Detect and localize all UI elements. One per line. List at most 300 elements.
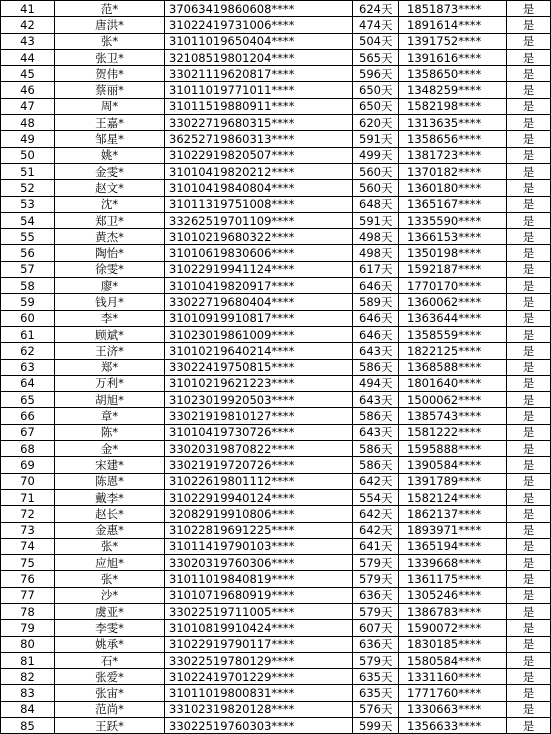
days-cell: 648天: [353, 196, 399, 212]
id-number-cell: 33021119620817****: [165, 66, 353, 82]
table-row: [1, 375, 551, 391]
table-row: [1, 147, 551, 163]
days-cell: 635天: [353, 685, 399, 701]
name-cell: 赵文*: [55, 180, 165, 196]
id-number-cell: 31010619830606****: [165, 245, 353, 261]
status-cell: 是: [507, 17, 551, 33]
id-number-cell: 32108519801204****: [165, 49, 353, 65]
status-cell: 是: [507, 310, 551, 326]
row-number: 79: [1, 620, 55, 636]
status-cell: 是: [507, 473, 551, 489]
status-cell: 是: [507, 587, 551, 603]
days-cell: 586天: [353, 359, 399, 375]
table-row: [1, 587, 551, 603]
table-row: [1, 1, 551, 17]
row-number: 67: [1, 424, 55, 440]
status-cell: 是: [507, 522, 551, 538]
table-row: [1, 66, 551, 82]
phone-cell: 1331160****: [399, 669, 507, 685]
row-number: 72: [1, 506, 55, 522]
name-cell: 应旭*: [55, 555, 165, 571]
phone-cell: 1391616****: [399, 49, 507, 65]
table-row: [1, 310, 551, 326]
days-cell: 624天: [353, 1, 399, 17]
table-row: [1, 115, 551, 131]
table-row: [1, 196, 551, 212]
status-cell: 是: [507, 98, 551, 114]
phone-cell: 1358559****: [399, 326, 507, 342]
table-row: [1, 180, 551, 196]
phone-cell: 1582198****: [399, 98, 507, 114]
days-cell: 643天: [353, 392, 399, 408]
name-cell: 钱月*: [55, 294, 165, 310]
status-cell: 是: [507, 1, 551, 17]
name-cell: 陈恩*: [55, 473, 165, 489]
row-number: 64: [1, 375, 55, 391]
table-row: [1, 620, 551, 636]
status-cell: 是: [507, 115, 551, 131]
days-cell: 560天: [353, 163, 399, 179]
status-cell: 是: [507, 424, 551, 440]
phone-cell: 1350198****: [399, 245, 507, 261]
table-row: [1, 408, 551, 424]
days-cell: 636天: [353, 636, 399, 652]
name-cell: 邹星*: [55, 131, 165, 147]
id-number-cell: 37063419860608****: [165, 1, 353, 17]
phone-cell: 1348259****: [399, 82, 507, 98]
days-cell: 642天: [353, 506, 399, 522]
name-cell: 唐洪*: [55, 17, 165, 33]
row-number: 68: [1, 441, 55, 457]
name-cell: 沈*: [55, 196, 165, 212]
name-cell: 郑卫*: [55, 212, 165, 228]
phone-cell: 1590072****: [399, 620, 507, 636]
status-cell: 是: [507, 620, 551, 636]
row-number: 75: [1, 555, 55, 571]
status-cell: 是: [507, 685, 551, 701]
id-number-cell: 31022919940124****: [165, 489, 353, 505]
row-number: 78: [1, 603, 55, 619]
id-number-cell: 31022419731006****: [165, 17, 353, 33]
row-number: 57: [1, 261, 55, 277]
days-cell: 635天: [353, 669, 399, 685]
id-number-cell: 31022419701229****: [165, 669, 353, 685]
phone-cell: 1366153****: [399, 229, 507, 245]
status-cell: 是: [507, 457, 551, 473]
status-cell: 是: [507, 229, 551, 245]
table-row: [1, 457, 551, 473]
name-cell: 范*: [55, 1, 165, 17]
id-number-cell: 31022619801112****: [165, 473, 353, 489]
days-cell: 499天: [353, 147, 399, 163]
table-row: [1, 131, 551, 147]
days-cell: 641天: [353, 538, 399, 554]
row-number: 81: [1, 652, 55, 668]
row-number: 85: [1, 718, 55, 734]
status-cell: 是: [507, 375, 551, 391]
row-number: 49: [1, 131, 55, 147]
phone-cell: 1862137****: [399, 506, 507, 522]
row-number: 46: [1, 82, 55, 98]
status-cell: 是: [507, 571, 551, 587]
days-cell: 586天: [353, 408, 399, 424]
id-number-cell: 32082919910806****: [165, 506, 353, 522]
days-cell: 554天: [353, 489, 399, 505]
phone-cell: 1363644****: [399, 310, 507, 326]
row-number: 69: [1, 457, 55, 473]
name-cell: 顾斌*: [55, 326, 165, 342]
name-cell: 姚*: [55, 147, 165, 163]
phone-cell: 1385743****: [399, 408, 507, 424]
id-number-cell: 31011019840819****: [165, 571, 353, 587]
row-number: 77: [1, 587, 55, 603]
table-row: [1, 555, 551, 571]
days-cell: 576天: [353, 701, 399, 717]
row-number: 84: [1, 701, 55, 717]
days-cell: 591天: [353, 131, 399, 147]
name-cell: 章*: [55, 408, 165, 424]
table-row: [1, 522, 551, 538]
row-number: 66: [1, 408, 55, 424]
row-number: 73: [1, 522, 55, 538]
phone-cell: 1893971****: [399, 522, 507, 538]
days-cell: 650天: [353, 82, 399, 98]
id-number-cell: 31022919820507****: [165, 147, 353, 163]
id-number-cell: 31010419820917****: [165, 278, 353, 294]
status-cell: 是: [507, 603, 551, 619]
name-cell: 黄杰*: [55, 229, 165, 245]
table-row: [1, 636, 551, 652]
days-cell: 560天: [353, 180, 399, 196]
row-number: 51: [1, 163, 55, 179]
days-cell: 586天: [353, 441, 399, 457]
status-cell: 是: [507, 538, 551, 554]
name-cell: 周*: [55, 98, 165, 114]
table-row: [1, 17, 551, 33]
id-number-cell: 33022719680404****: [165, 294, 353, 310]
days-cell: 579天: [353, 571, 399, 587]
days-cell: 504天: [353, 33, 399, 49]
name-cell: 蔡丽*: [55, 82, 165, 98]
table-row: [1, 392, 551, 408]
table-row: [1, 506, 551, 522]
row-number: 63: [1, 359, 55, 375]
row-number: 43: [1, 33, 55, 49]
status-cell: 是: [507, 669, 551, 685]
status-cell: 是: [507, 343, 551, 359]
row-number: 58: [1, 278, 55, 294]
status-cell: 是: [507, 245, 551, 261]
id-number-cell: 31022919941124****: [165, 261, 353, 277]
days-cell: 494天: [353, 375, 399, 391]
status-cell: 是: [507, 555, 551, 571]
table-row: [1, 278, 551, 294]
row-number: 76: [1, 571, 55, 587]
name-cell: 胡旭*: [55, 392, 165, 408]
row-number: 65: [1, 392, 55, 408]
status-cell: 是: [507, 652, 551, 668]
days-cell: 498天: [353, 229, 399, 245]
row-number: 54: [1, 212, 55, 228]
table-row: [1, 82, 551, 98]
id-number-cell: 33020319870822****: [165, 441, 353, 457]
name-cell: 王济*: [55, 343, 165, 359]
phone-cell: 1330663****: [399, 701, 507, 717]
id-number-cell: 33262519701109****: [165, 212, 353, 228]
days-cell: 591天: [353, 212, 399, 228]
id-number-cell: 36252719860313****: [165, 131, 353, 147]
status-cell: 是: [507, 147, 551, 163]
phone-cell: 1358650****: [399, 66, 507, 82]
table-row: [1, 229, 551, 245]
id-number-cell: 31010419730726****: [165, 424, 353, 440]
name-cell: 张*: [55, 538, 165, 554]
name-cell: 贺伟*: [55, 66, 165, 82]
name-cell: 王嘉*: [55, 115, 165, 131]
phone-cell: 1592187****: [399, 261, 507, 277]
id-number-cell: 31010919910817****: [165, 310, 353, 326]
phone-cell: 1339668****: [399, 555, 507, 571]
row-number: 42: [1, 17, 55, 33]
id-number-cell: 31011019650404****: [165, 33, 353, 49]
status-cell: 是: [507, 359, 551, 375]
name-cell: 张卫*: [55, 49, 165, 65]
status-cell: 是: [507, 180, 551, 196]
phone-cell: 1368588****: [399, 359, 507, 375]
table-row: [1, 652, 551, 668]
days-cell: 607天: [353, 620, 399, 636]
days-cell: 620天: [353, 115, 399, 131]
days-cell: 498天: [353, 245, 399, 261]
phone-cell: 1313635****: [399, 115, 507, 131]
id-number-cell: 33022419750815****: [165, 359, 353, 375]
table-row: [1, 489, 551, 505]
id-number-cell: 31010219640214****: [165, 343, 353, 359]
id-number-cell: 31023019861009****: [165, 326, 353, 342]
table-row: [1, 603, 551, 619]
row-number: 52: [1, 180, 55, 196]
phone-cell: 1801640****: [399, 375, 507, 391]
name-cell: 陈*: [55, 424, 165, 440]
id-number-cell: 33102319820128****: [165, 701, 353, 717]
table-row: [1, 49, 551, 65]
name-cell: 宋建*: [55, 457, 165, 473]
status-cell: 是: [507, 489, 551, 505]
days-cell: 643天: [353, 343, 399, 359]
row-number: 53: [1, 196, 55, 212]
row-number: 71: [1, 489, 55, 505]
phone-cell: 1581222****: [399, 424, 507, 440]
phone-cell: 1822125****: [399, 343, 507, 359]
status-cell: 是: [507, 49, 551, 65]
name-cell: 张*: [55, 571, 165, 587]
name-cell: 李雯*: [55, 620, 165, 636]
phone-cell: 1582124****: [399, 489, 507, 505]
row-number: 62: [1, 343, 55, 359]
name-cell: 沙*: [55, 587, 165, 603]
phone-cell: 1391752****: [399, 33, 507, 49]
days-cell: 642天: [353, 473, 399, 489]
status-cell: 是: [507, 408, 551, 424]
phone-cell: 1391789****: [399, 473, 507, 489]
table-row: [1, 359, 551, 375]
id-number-cell: 31011319751008****: [165, 196, 353, 212]
row-number: 48: [1, 115, 55, 131]
phone-cell: 1390584****: [399, 457, 507, 473]
days-cell: 565天: [353, 49, 399, 65]
days-cell: 596天: [353, 66, 399, 82]
days-cell: 636天: [353, 587, 399, 603]
row-number: 61: [1, 326, 55, 342]
days-cell: 579天: [353, 652, 399, 668]
phone-cell: 1358656****: [399, 131, 507, 147]
id-number-cell: 31010219680322****: [165, 229, 353, 245]
row-number: 83: [1, 685, 55, 701]
phone-cell: 1386783****: [399, 603, 507, 619]
status-cell: 是: [507, 163, 551, 179]
phone-cell: 1305246****: [399, 587, 507, 603]
status-cell: 是: [507, 392, 551, 408]
days-cell: 579天: [353, 603, 399, 619]
table-row: [1, 294, 551, 310]
days-cell: 646天: [353, 278, 399, 294]
name-cell: 张爱*: [55, 669, 165, 685]
days-cell: 643天: [353, 424, 399, 440]
table-row: [1, 538, 551, 554]
row-number: 47: [1, 98, 55, 114]
phone-cell: 1500062****: [399, 392, 507, 408]
name-cell: 虞亚*: [55, 603, 165, 619]
row-number: 55: [1, 229, 55, 245]
table-row: [1, 343, 551, 359]
status-cell: 是: [507, 33, 551, 49]
status-cell: 是: [507, 196, 551, 212]
table-row: [1, 326, 551, 342]
phone-cell: 1365167****: [399, 196, 507, 212]
name-cell: 金雯*: [55, 163, 165, 179]
table-row: [1, 245, 551, 261]
id-number-cell: 31010819910424****: [165, 620, 353, 636]
name-cell: 郑*: [55, 359, 165, 375]
name-cell: 姚承*: [55, 636, 165, 652]
phone-cell: 1770170****: [399, 278, 507, 294]
id-number-cell: 31010419840804****: [165, 180, 353, 196]
days-cell: 579天: [353, 555, 399, 571]
status-cell: 是: [507, 278, 551, 294]
id-number-cell: 31011019800831****: [165, 685, 353, 701]
row-number: 56: [1, 245, 55, 261]
name-cell: 李*: [55, 310, 165, 326]
phone-cell: 1335590****: [399, 212, 507, 228]
status-cell: 是: [507, 66, 551, 82]
table-row: [1, 33, 551, 49]
row-number: 60: [1, 310, 55, 326]
id-number-cell: 31011419790103****: [165, 538, 353, 554]
id-number-cell: 31010219621223****: [165, 375, 353, 391]
table-row: [1, 424, 551, 440]
days-cell: 642天: [353, 522, 399, 538]
phone-cell: 1361175****: [399, 571, 507, 587]
row-number: 82: [1, 669, 55, 685]
row-number: 45: [1, 66, 55, 82]
name-cell: 张*: [55, 33, 165, 49]
row-number: 74: [1, 538, 55, 554]
name-cell: 范尚*: [55, 701, 165, 717]
name-cell: 徐雯*: [55, 261, 165, 277]
days-cell: 589天: [353, 294, 399, 310]
days-cell: 474天: [353, 17, 399, 33]
row-number: 41: [1, 1, 55, 17]
days-cell: 646天: [353, 310, 399, 326]
table-row: [1, 571, 551, 587]
name-cell: 石*: [55, 652, 165, 668]
id-number-cell: 31010719680919****: [165, 587, 353, 603]
phone-cell: 1381723****: [399, 147, 507, 163]
name-cell: 万利*: [55, 375, 165, 391]
status-cell: 是: [507, 131, 551, 147]
table-row: [1, 718, 551, 734]
status-cell: 是: [507, 82, 551, 98]
id-number-cell: 33022519780129****: [165, 652, 353, 668]
name-cell: 廖*: [55, 278, 165, 294]
phone-cell: 1830185****: [399, 636, 507, 652]
phone-cell: 1851873****: [399, 1, 507, 17]
days-cell: 617天: [353, 261, 399, 277]
name-cell: 赵长*: [55, 506, 165, 522]
table-row: [1, 163, 551, 179]
status-cell: 是: [507, 718, 551, 734]
id-number-cell: 33022519711005****: [165, 603, 353, 619]
id-number-cell: 31022919790117****: [165, 636, 353, 652]
days-cell: 586天: [353, 457, 399, 473]
status-cell: 是: [507, 212, 551, 228]
row-number: 70: [1, 473, 55, 489]
table-row: [1, 685, 551, 701]
id-number-cell: 33020319760306****: [165, 555, 353, 571]
status-cell: 是: [507, 636, 551, 652]
phone-cell: 1365194****: [399, 538, 507, 554]
phone-cell: 1771760****: [399, 685, 507, 701]
name-cell: 金惠*: [55, 522, 165, 538]
row-number: 80: [1, 636, 55, 652]
id-number-cell: 31011019771011****: [165, 82, 353, 98]
id-number-cell: 33022519760303****: [165, 718, 353, 734]
id-number-cell: 31010419820212****: [165, 163, 353, 179]
status-cell: 是: [507, 441, 551, 457]
phone-cell: 1891614****: [399, 17, 507, 33]
phone-cell: 1580584****: [399, 652, 507, 668]
table-row: [1, 98, 551, 114]
table-row: [1, 473, 551, 489]
status-cell: 是: [507, 261, 551, 277]
name-cell: 戴李*: [55, 489, 165, 505]
phone-cell: 1356633****: [399, 718, 507, 734]
id-number-cell: 31022819691225****: [165, 522, 353, 538]
days-cell: 646天: [353, 326, 399, 342]
id-number-cell: 31023019920503****: [165, 392, 353, 408]
table-row: [1, 669, 551, 685]
name-cell: 金*: [55, 441, 165, 457]
table-row: [1, 261, 551, 277]
name-cell: 陶怡*: [55, 245, 165, 261]
status-cell: 是: [507, 506, 551, 522]
name-cell: 王跃*: [55, 718, 165, 734]
phone-cell: 1360180****: [399, 180, 507, 196]
id-number-cell: 31011519880911****: [165, 98, 353, 114]
phone-cell: 1360062****: [399, 294, 507, 310]
phone-cell: 1370182****: [399, 163, 507, 179]
row-number: 50: [1, 147, 55, 163]
